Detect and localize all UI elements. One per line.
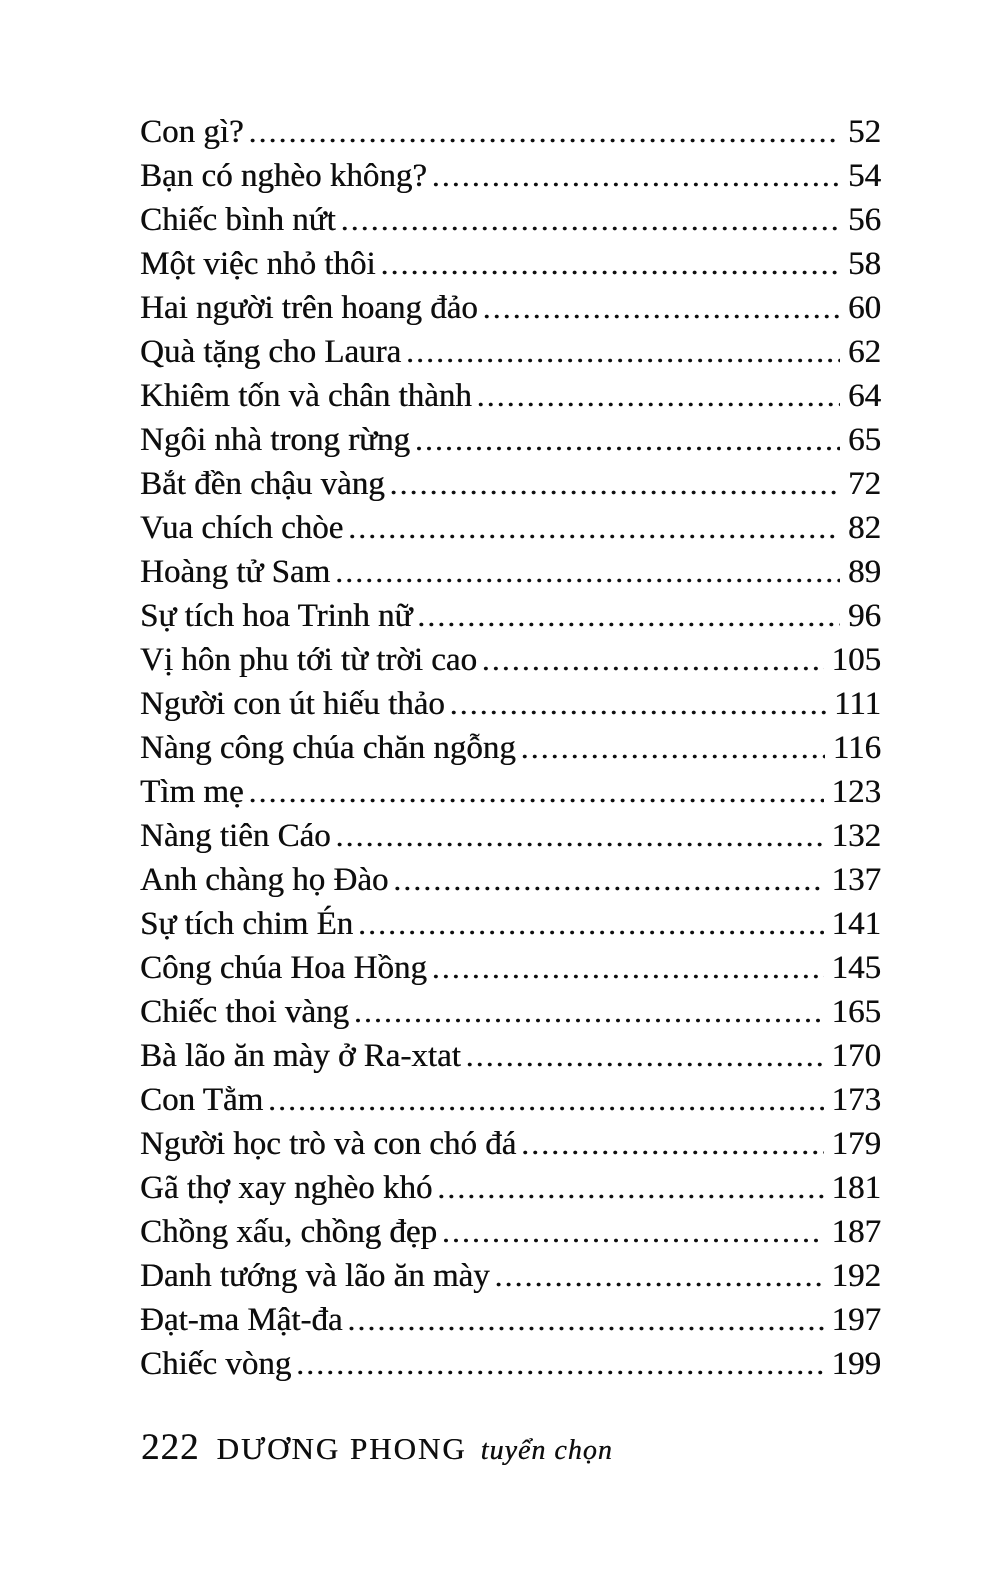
toc-entry-title: Danh tướng và lão ăn mày <box>140 1258 490 1294</box>
toc-entry-page: 141 <box>831 906 881 942</box>
toc-entry-page: 82 <box>848 510 881 546</box>
toc-entry-page: 179 <box>831 1126 881 1162</box>
toc-dot-leader <box>450 683 826 727</box>
toc-entry-page: 192 <box>831 1258 881 1294</box>
page-footer <box>141 1426 613 1469</box>
toc-entry <box>140 990 881 1034</box>
toc-dot-leader <box>415 419 840 463</box>
toc-entry-title: Người con út hiếu thảo <box>140 686 445 722</box>
footer-page-number: 222 <box>141 1427 200 1468</box>
footer-note: tuyển chọn <box>480 1435 613 1466</box>
toc-dot-leader <box>249 111 840 155</box>
toc-entry-title: Chiếc vòng <box>140 1346 292 1382</box>
toc-dot-leader <box>442 1211 824 1255</box>
toc-dot-leader <box>296 1343 823 1387</box>
toc-entry-page: 187 <box>831 1214 881 1250</box>
toc-entry-page: 170 <box>831 1038 881 1074</box>
toc-entry-page: 56 <box>848 202 881 238</box>
toc-entry <box>140 594 881 638</box>
footer-compiler-name: DƯƠNG PHONG <box>216 1431 467 1466</box>
toc-entry-page: 132 <box>831 818 881 854</box>
toc-dot-leader <box>406 331 840 375</box>
toc-entry <box>140 286 881 330</box>
toc-dot-leader <box>268 1079 823 1123</box>
toc-entry <box>140 374 881 418</box>
toc-entry-title: Ngôi nhà trong rừng <box>140 422 410 458</box>
toc-entry-page: 111 <box>833 686 881 722</box>
toc-dot-leader <box>390 463 840 507</box>
toc-entry <box>140 462 881 506</box>
toc-entry <box>140 1078 881 1122</box>
toc-entry-title: Công chúa Hoa Hồng <box>140 950 427 986</box>
toc-entry <box>140 770 881 814</box>
toc-entry-title: Hoàng tử Sam <box>140 554 331 590</box>
toc-entry-title: Sự tích chim Én <box>140 906 354 942</box>
toc-entry <box>140 1122 881 1166</box>
toc-list <box>140 110 881 1386</box>
toc-entry-title: Nàng tiên Cáo <box>140 818 331 854</box>
toc-entry-page: 58 <box>848 246 881 282</box>
toc-entry-page: 52 <box>848 114 881 150</box>
toc-entry-title: Anh chàng họ Đào <box>140 862 389 898</box>
toc-entry-page: 173 <box>831 1082 881 1118</box>
toc-dot-leader <box>336 815 824 859</box>
toc-entry-title: Bà lão ăn mày ở Ra-xtat <box>140 1038 461 1074</box>
toc-entry-page: 137 <box>831 862 881 898</box>
toc-entry-page: 65 <box>848 422 881 458</box>
toc-entry-title: Tìm mẹ <box>140 774 244 810</box>
toc-entry-title: Con Tằm <box>140 1082 264 1118</box>
toc-dot-leader <box>348 507 840 551</box>
toc-entry-title: Quà tặng cho Laura <box>140 334 402 370</box>
toc-entry-title: Vị hôn phu tới từ trời cao <box>140 642 477 678</box>
toc-entry-title: Chiếc thoi vàng <box>140 994 349 1030</box>
toc-entry-page: 181 <box>831 1170 881 1206</box>
toc-entry <box>140 198 881 242</box>
toc-entry <box>140 638 881 682</box>
toc-entry-title: Hai người trên hoang đảo <box>140 290 478 326</box>
toc-dot-leader <box>483 287 840 331</box>
toc-entry-title: Sự tích hoa Trinh nữ <box>140 598 413 634</box>
toc-entry <box>140 506 881 550</box>
toc-entry-title: Bắt đền chậu vàng <box>140 466 385 502</box>
toc-entry-title: Đạt-ma Mật-đa <box>140 1302 343 1338</box>
toc-dot-leader <box>477 375 840 419</box>
toc-dot-leader <box>348 1299 824 1343</box>
toc-entry-title: Gã thợ xay nghèo khó <box>140 1170 433 1206</box>
toc-entry-page: 62 <box>848 334 881 370</box>
toc-dot-leader <box>521 727 825 771</box>
toc-entry-page: 60 <box>848 290 881 326</box>
toc-entry <box>140 858 881 902</box>
toc-dot-leader <box>417 595 840 639</box>
toc-entry <box>140 330 881 374</box>
toc-entry <box>140 1298 881 1342</box>
toc-dot-leader <box>495 1255 824 1299</box>
toc-entry <box>140 1210 881 1254</box>
toc-entry <box>140 902 881 946</box>
toc-dot-leader <box>249 771 824 815</box>
toc-entry <box>140 1254 881 1298</box>
toc-dot-leader <box>393 859 823 903</box>
toc-entry-page: 116 <box>832 730 881 766</box>
toc-entry-page: 197 <box>831 1302 881 1338</box>
toc-entry-page: 165 <box>831 994 881 1030</box>
toc-dot-leader <box>381 243 840 287</box>
toc-entry-page: 96 <box>848 598 881 634</box>
toc-entry-title: Khiêm tốn và chân thành <box>140 378 472 414</box>
toc-entry-title: Vua chích chòe <box>140 510 344 546</box>
toc-entry-page: 105 <box>831 642 881 678</box>
toc-dot-leader <box>432 155 840 199</box>
toc-dot-leader <box>466 1035 824 1079</box>
toc-entry-page: 145 <box>831 950 881 986</box>
toc-entry-title: Chồng xấu, chồng đẹp <box>140 1214 437 1250</box>
toc-entry-title: Chiếc bình nứt <box>140 202 336 238</box>
toc-entry <box>140 418 881 462</box>
toc-entry <box>140 154 881 198</box>
toc-entry <box>140 1342 881 1386</box>
toc-entry-title: Một việc nhỏ thôi <box>140 246 376 282</box>
toc-entry-title: Người học trò và con chó đá <box>140 1126 517 1162</box>
toc-entry <box>140 682 881 726</box>
toc-entry-page: 123 <box>831 774 881 810</box>
toc-entry <box>140 242 881 286</box>
toc-entry <box>140 1166 881 1210</box>
toc-dot-leader <box>437 1167 823 1211</box>
toc-dot-leader <box>358 903 823 947</box>
toc-dot-leader <box>354 991 824 1035</box>
toc-entry <box>140 1034 881 1078</box>
toc-entry <box>140 814 881 858</box>
toc-entry-title: Con gì? <box>140 114 244 150</box>
toc-dot-leader <box>335 551 840 595</box>
toc-entry <box>140 550 881 594</box>
toc-entry-title: Bạn có nghèo không? <box>140 158 427 194</box>
toc-entry <box>140 726 881 770</box>
toc-entry-title: Nàng công chúa chăn ngỗng <box>140 730 516 766</box>
toc-entry-page: 199 <box>831 1346 881 1382</box>
toc-entry-page: 89 <box>848 554 881 590</box>
toc-entry <box>140 110 881 154</box>
toc-entry-page: 72 <box>848 466 881 502</box>
toc-entry-page: 54 <box>848 158 881 194</box>
toc-dot-leader <box>482 639 824 683</box>
toc-dot-leader <box>432 947 824 991</box>
toc-entry <box>140 946 881 990</box>
toc-dot-leader <box>341 199 840 243</box>
toc-entry-page: 64 <box>848 378 881 414</box>
toc-dot-leader <box>521 1123 823 1167</box>
